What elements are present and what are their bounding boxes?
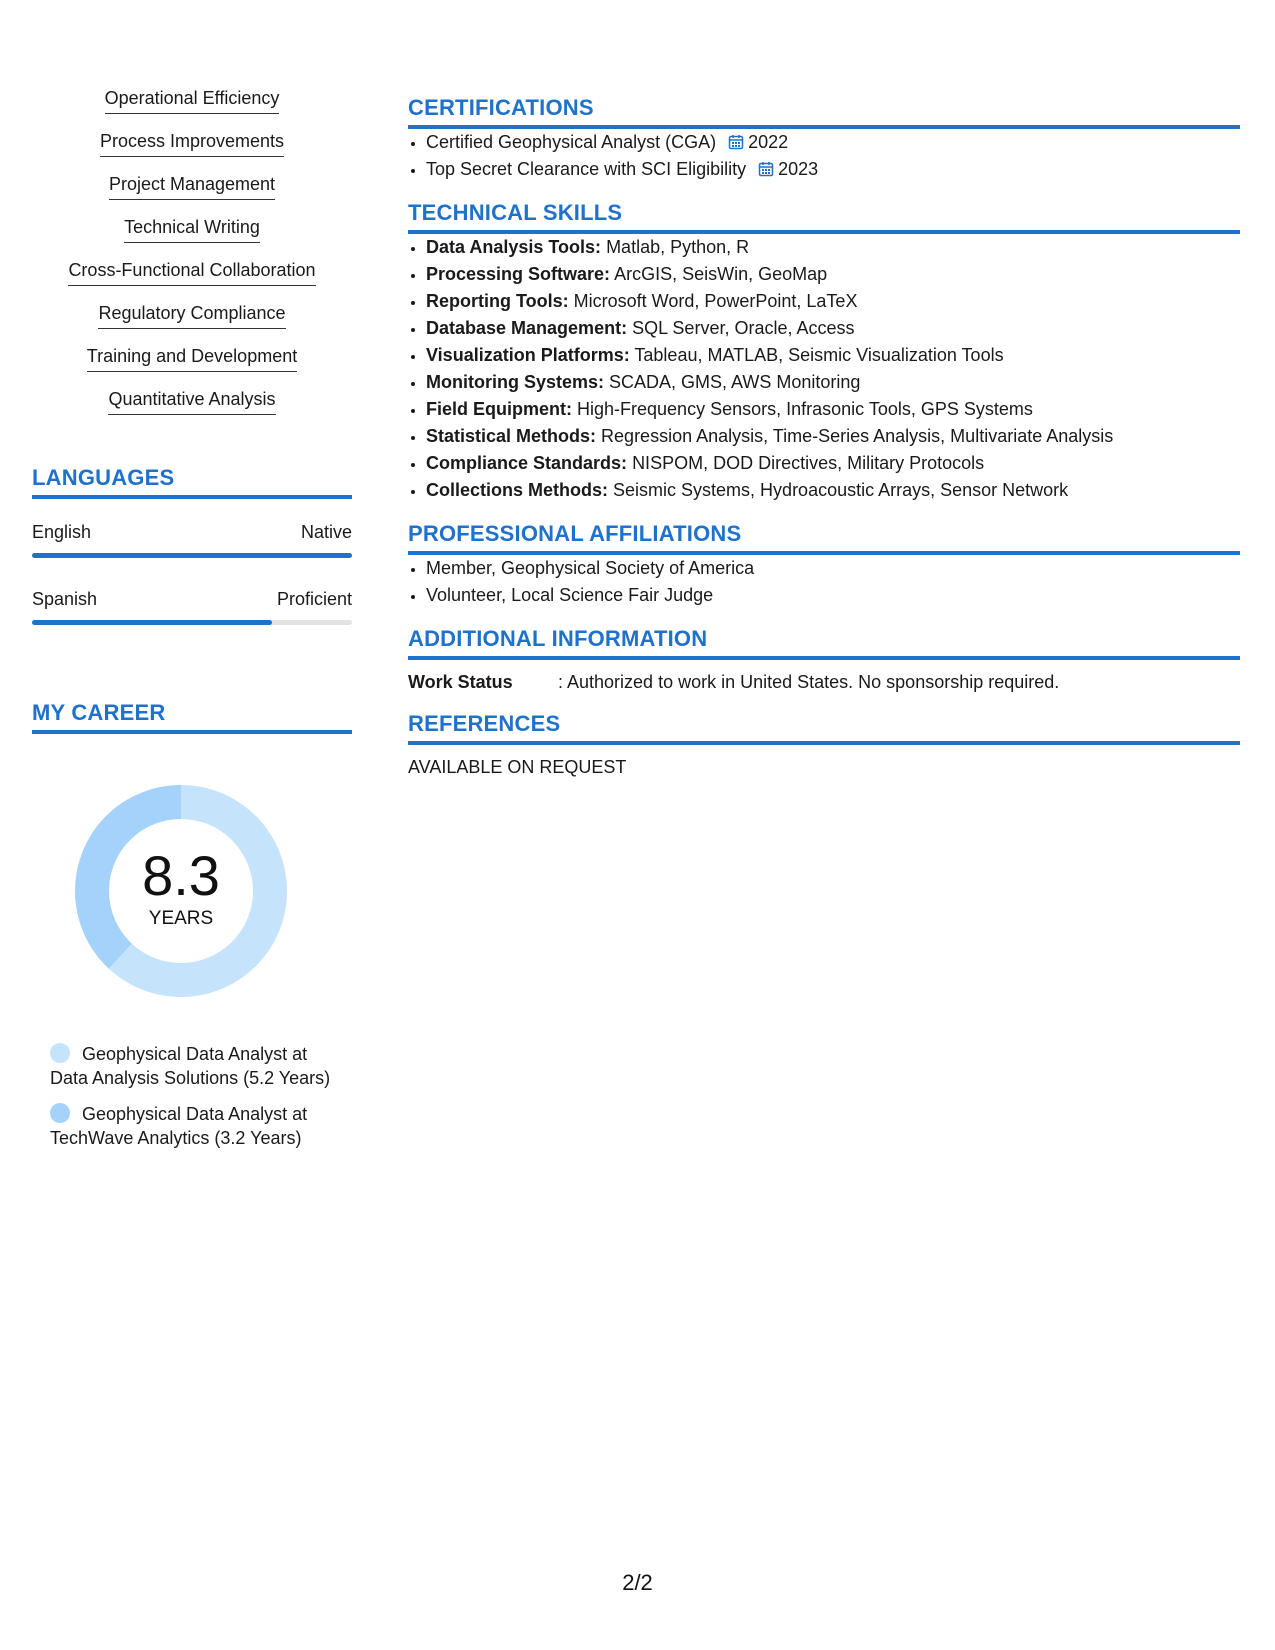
language-bar-fill [32, 620, 272, 625]
skills-keyword-list [32, 86, 352, 430]
certifications-list [408, 129, 1240, 183]
legend-label: Geophysical Data Analyst at Data Analysis Solutions (5.2 Years) [50, 1044, 331, 1088]
technical-skills-title: TECHNICAL SKILLS [408, 199, 1240, 234]
certification-name: Top Secret Clearance with SCI Eligibility [426, 159, 747, 179]
skill-keyword: Project Management [109, 172, 275, 200]
career-donut-chart [66, 776, 296, 1006]
references-title: REFERENCES [408, 710, 1240, 745]
list-item [426, 396, 1240, 423]
work-status-value: : Authorized to work in United States. No sponsorship required. [558, 672, 1060, 692]
language-bar-track [32, 620, 352, 625]
certification-year: 2022 [748, 132, 789, 152]
skill-keyword: Training and Development [87, 344, 297, 372]
languages-section [32, 464, 352, 625]
skill-value: SCADA, GMS, AWS Monitoring [609, 372, 861, 392]
legend-dot [50, 1043, 70, 1063]
certification-year: 2023 [778, 159, 819, 179]
certification-name: Certified Geophysical Analyst (CGA) [426, 132, 717, 152]
career-section [32, 699, 352, 1150]
list-item: • Volunteer, Local Science Fair Judge [426, 582, 1240, 609]
skill-keyword: Cross-Functional Collaboration [68, 258, 315, 286]
skill-value: Tableau, MATLAB, Seismic Visualization Tools [634, 345, 1004, 365]
list-item [426, 450, 1240, 477]
additional-info-section [408, 625, 1240, 694]
skill-keyword: Regulatory Compliance [98, 301, 285, 329]
legend-item [50, 1102, 340, 1150]
legend-label: Geophysical Data Analyst at TechWave Analytics (3.2 Years) [50, 1104, 308, 1148]
donut-center [66, 844, 296, 930]
language-level: Native [300, 522, 352, 542]
references-text: AVAILABLE ON REQUEST [408, 757, 627, 777]
list-item [426, 261, 1240, 288]
certifications-title: CERTIFICATIONS [408, 94, 1240, 129]
technical-skills-section [408, 199, 1240, 504]
skill-value: Seismic Systems, Hydroacoustic Arrays, Sensor Network [613, 480, 1069, 500]
language-level: Proficient [276, 589, 352, 609]
list-item [426, 315, 1240, 342]
skill-value: Regression Analysis, Time-Series Analysis, Multivariate Analysis [601, 426, 1114, 446]
work-status-label: Work Status [408, 672, 513, 692]
skill-value: SQL Server, Oracle, Access [632, 318, 855, 338]
right-column [408, 94, 1240, 795]
language-bar-fill [32, 553, 352, 558]
calendar-icon [758, 161, 774, 177]
language-name: English [32, 522, 92, 542]
list-item [426, 477, 1240, 504]
career-title: MY CAREER [32, 699, 352, 734]
skill-label: Collections Methods: [426, 480, 609, 500]
work-status-row [408, 670, 1240, 694]
list-item [426, 369, 1240, 396]
skill-keyword: Process Improvements [100, 129, 284, 157]
skill-value: ArcGIS, SeisWin, GeoMap [614, 264, 828, 284]
left-column [32, 86, 352, 1162]
skill-label: Compliance Standards: [426, 453, 628, 473]
skill-value: Matlab, Python, R [606, 237, 750, 257]
technical-skills-list [408, 234, 1240, 504]
references-section [408, 710, 1240, 779]
language-name: Spanish [32, 589, 98, 609]
career-total-years: 8.3 [142, 844, 220, 907]
skill-label: Data Analysis Tools: [426, 237, 602, 257]
calendar-icon [728, 134, 744, 150]
career-total-unit: YEARS [148, 908, 214, 929]
skill-label: Monitoring Systems: [426, 372, 605, 392]
skill-label: Processing Software: [426, 264, 611, 284]
skill-label: Visualization Platforms: [426, 345, 630, 365]
skill-label: Reporting Tools: [426, 291, 569, 311]
affiliations-section [408, 520, 1240, 609]
list-item [426, 423, 1240, 450]
skill-keyword: Quantitative Analysis [108, 387, 275, 415]
list-item [426, 156, 1240, 183]
skill-value: High-Frequency Sensors, Infrasonic Tools, GPS Systems [577, 399, 1033, 419]
legend-dot [50, 1103, 70, 1123]
skill-label: Statistical Methods: [426, 426, 597, 446]
affiliations-title: PROFESSIONAL AFFILIATIONS [408, 520, 1240, 555]
language-bar-track [32, 553, 352, 558]
additional-info-title: ADDITIONAL INFORMATION [408, 625, 1240, 660]
skill-value: Microsoft Word, PowerPoint, LaTeX [573, 291, 858, 311]
list-item [426, 129, 1240, 156]
skill-label: Field Equipment: [426, 399, 572, 419]
affiliations-list [408, 555, 1240, 609]
skill-value: NISPOM, DOD Directives, Military Protocols [632, 453, 985, 473]
page-number: 2/2 [622, 1570, 653, 1595]
career-legend [50, 1042, 340, 1150]
certifications-section [408, 94, 1240, 183]
legend-item [50, 1042, 340, 1090]
language-item [32, 588, 352, 625]
skill-keyword: Operational Efficiency [105, 86, 280, 114]
skill-label: Database Management: [426, 318, 628, 338]
list-item [426, 234, 1240, 261]
language-item [32, 521, 352, 558]
languages-title: LANGUAGES [32, 464, 352, 499]
list-item: • Member, Geophysical Society of America [426, 555, 1240, 582]
list-item [426, 342, 1240, 369]
skill-keyword: Technical Writing [124, 215, 260, 243]
list-item [426, 288, 1240, 315]
